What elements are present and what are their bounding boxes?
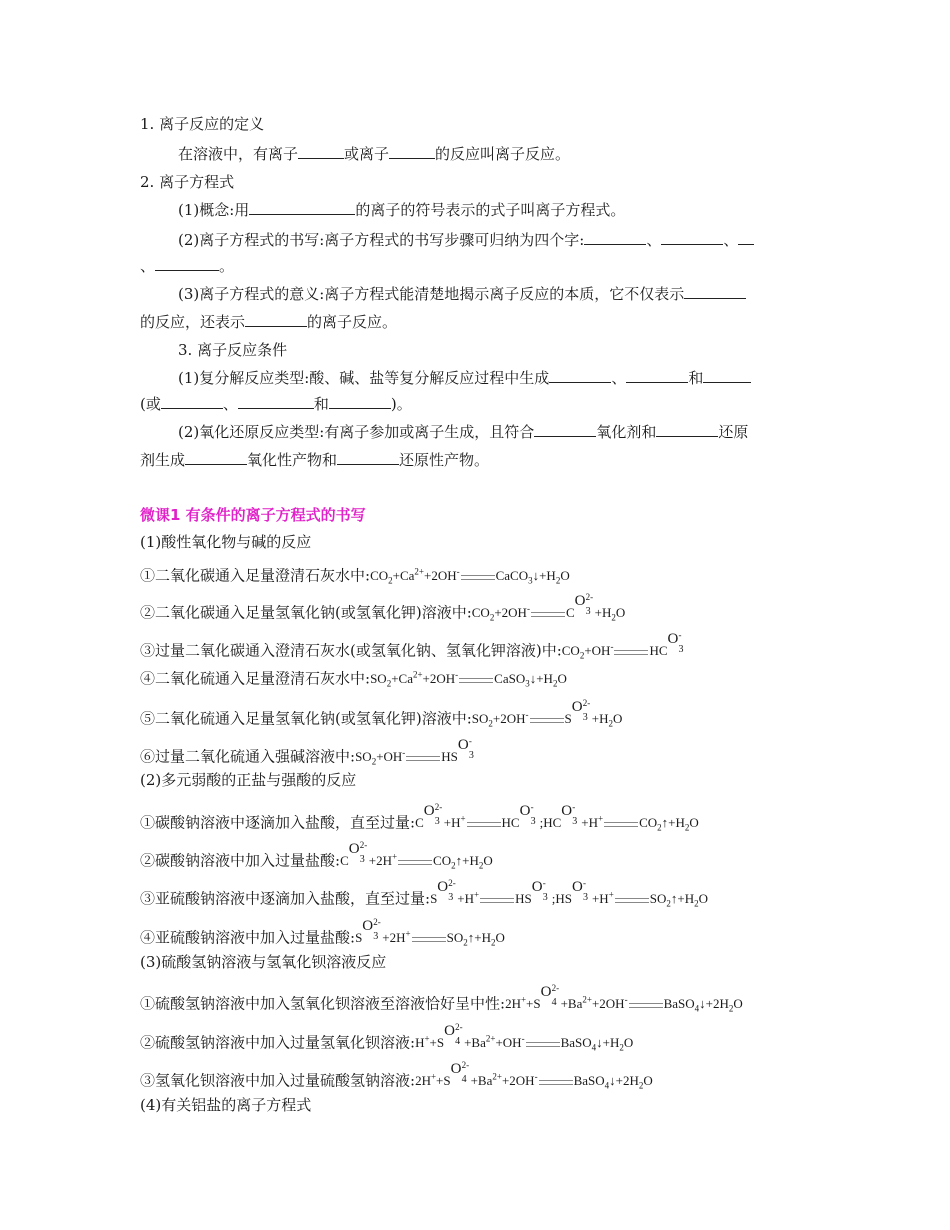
condition2-text: (2)氧化还原反应类型:有离子参加或离子生成，且符合 氧化剂和 还原 bbox=[178, 423, 749, 441]
concept-text: (1)概念:用 的离子的符号表示的式子叫离子方程式。 bbox=[178, 201, 626, 219]
condition1-text-cont: (或 、 和 )。 bbox=[140, 395, 412, 413]
blank bbox=[155, 256, 219, 271]
writing-text: (2)离子方程式的书写:离子方程式的书写步骤可归纳为四个字: 、 、 bbox=[178, 230, 754, 250]
blank bbox=[661, 230, 723, 245]
section1-title: 1. 离子反应的定义 bbox=[140, 115, 265, 133]
blank bbox=[656, 422, 718, 437]
condition1-text: (1)复分解反应类型:酸、碱、盐等复分解反应过程中生成 、 和 bbox=[178, 368, 751, 388]
writing-text-cont: 、 。 bbox=[140, 257, 235, 275]
blank bbox=[703, 368, 751, 383]
section3-title: 3. 离子反应条件 bbox=[178, 341, 288, 359]
group2-title: (2)多元弱酸的正盐与强酸的反应 bbox=[140, 771, 357, 789]
blank bbox=[684, 284, 746, 299]
blank bbox=[249, 200, 355, 215]
equation-9: ③亚硫酸钠溶液中逐滴加入盐酸，直至过量:S O 3 2- +H+ HS O 3 - ;HS O 3 - +H+ $SO_2↑+H_2O$ bbox=[140, 878, 709, 909]
equation-3: ③过量二氧化碳通入澄清石灰水(或氢氧化钠、氢氧化钾溶液)中$:CO_2+OH^-$ HC O 3 - bbox=[140, 630, 684, 661]
section2-title: 2. 离子方程式 bbox=[140, 173, 235, 191]
blank bbox=[549, 368, 611, 383]
blank bbox=[238, 394, 314, 409]
blank bbox=[389, 144, 435, 159]
equation-11: ①硫酸氢钠溶液中加入氢氧化钡溶液至溶液恰好呈中性:2H++S O 4 2- $+Ba^{2+}+2OH^-$ $BaSO_4↓+2H_2O$ bbox=[140, 983, 743, 1014]
equation-7: ①碳酸钠溶液中逐滴加入盐酸，直至过量:C O 3 2- +H+ HC O 3 - ;HC O 3 - +H+ $CO_2↑+H_2O$ bbox=[140, 802, 699, 833]
group3-title: (3)硫酸氢钠溶液与氢氧化钡溶液反应 bbox=[140, 953, 387, 971]
blank bbox=[626, 368, 688, 383]
condition2-text-cont: 剂生成 氧化性产物和 还原性产物。 bbox=[140, 451, 490, 469]
blank bbox=[161, 394, 223, 409]
blank bbox=[329, 394, 391, 409]
equation-2: ②二氧化碳通入足量氢氧化钠(或氢氧化钾)溶液中$:CO_2+2OH^-$ C O 3 2- $+H_2O$ bbox=[140, 592, 626, 623]
equation-12: ②硫酸氢钠溶液中加入过量氢氧化钡溶液:H++S O 4 2- $+Ba^{2+}+OH^-$ $BaSO_4↓+H_2O$ bbox=[140, 1022, 634, 1053]
meaning-text: (3)离子方程式的意义:离子方程式能清楚地揭示离子反应的本质，它不仅表示 bbox=[178, 284, 746, 304]
equation-13: ③氢氧化钡溶液中加入过量硫酸氢钠溶液:2H++S O 4 2- $+Ba^{2+}+2OH^-$ $BaSO_4↓+2H_2O$ bbox=[140, 1060, 653, 1091]
blank bbox=[534, 422, 596, 437]
group4-title: (4)有关铝盐的离子方程式 bbox=[140, 1096, 312, 1114]
micro-lesson-heading: 微课1 有条件的离子方程式的书写 bbox=[140, 506, 366, 524]
equation-4: ④二氧化硫通入足量澄清石灰水中$:SO_2+Ca^{2+}+2OH^-$ $CaSO_3↓+H_2O$ bbox=[140, 669, 567, 689]
meaning-text-cont: 的反应，还表示 的离子反应。 bbox=[140, 313, 398, 331]
equation-8: ②碳酸钠溶液中加入过量盐酸:C O 3 2- +2H+ $CO_2↑+H_2O$ bbox=[140, 840, 493, 871]
equation-5: ⑤二氧化硫通入足量氢氧化钠(或氢氧化钾)溶液中$:SO_2+2OH^-$ S O 3 2- $+H_2O$ bbox=[140, 698, 623, 729]
blank bbox=[337, 450, 399, 465]
equation-6: ⑥过量二氧化硫通入强碱溶液中$:SO_2+OH^-$ HS O 3 - bbox=[140, 736, 474, 767]
blank bbox=[245, 312, 307, 327]
equation-10: ④亚硫酸钠溶液中加入过量盐酸:S O 3 2- +2H+ $SO_2↑+H_2O$ bbox=[140, 917, 505, 948]
equation-1: ①二氧化碳通入足量澄清石灰水中$:CO_2+Ca^{2+}+2OH^-$ $CaCO_3↓+H_2O$ bbox=[140, 566, 570, 586]
group1-title: (1)酸性氧化物与碱的反应 bbox=[140, 533, 312, 551]
section1-text: 在溶液中，有离子 或离子 的反应叫离子反应。 bbox=[178, 145, 571, 163]
blank bbox=[584, 230, 646, 245]
blank bbox=[298, 144, 344, 159]
blank bbox=[185, 450, 247, 465]
blank bbox=[738, 230, 754, 245]
